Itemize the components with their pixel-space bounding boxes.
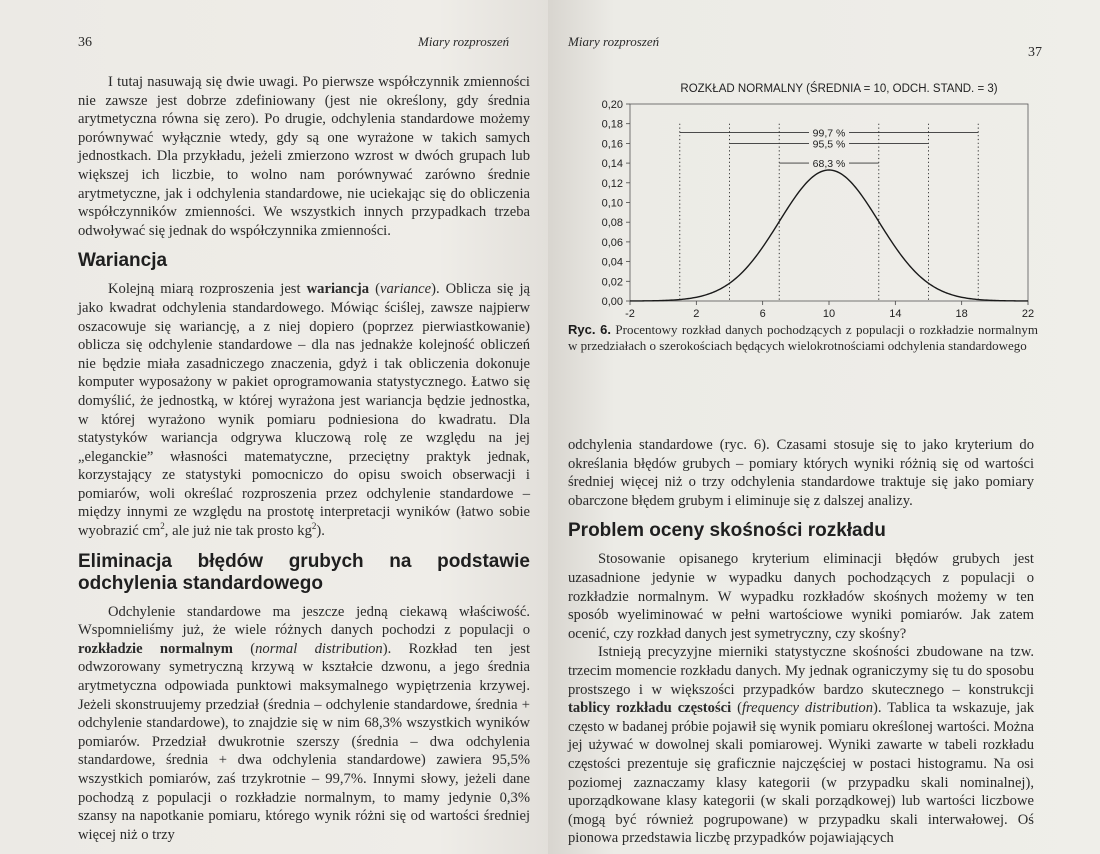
y-tick-label: 0,00 — [601, 296, 623, 308]
heading-wariancja: Wariancja — [78, 250, 168, 272]
y-tick-label: 0,04 — [601, 256, 623, 269]
paragraph-problem-2: Istnieją precyzyjne mierniki statystyczne skośności zbudowane na tzw. trzecim momencie rozkładu danych. My jednak ograniczymy się tu do sposobu prostszego i w większości przypadków bardzo skutecznego – konstrukcji tablicy rozkładu częstości (frequency distribution). Tablica ta wskazuje, jak często w badanej próbie pojawił się wynik pomiaru określonej wartości. Można jej używać w dowolnej skali pomiarowej. Wyniki zawarte w tabeli rozkładu częstości prezentuje się graficznie najczęściej w postaci histogramu. Na osi poziomej zaznaczamy klasy kategorii (w przypadku skali nominalnej), uporządkowane klasy kategorii (w skali porządkowej) lub wartości liczbowe (mogą być również pogrupowane) w przypadku skali interwałowej. Oś pionowa przedstawia liczbę przypadków pojawiających — [568, 644, 1035, 847]
y-tick-label: 0,20 — [601, 99, 623, 111]
heading-eliminacja: Eliminacja błędów grubych na podstawie odchylenia standardowego — [78, 550, 530, 594]
y-tick-label: 0,08 — [601, 217, 623, 230]
heading-problem: Problem oceny skośności rozkładu — [568, 520, 886, 542]
x-tick-label: 22 — [1021, 308, 1035, 320]
paragraph-intro: I tutaj nasuwają się dwie uwagi. Po pierwsze współczynnik zmienności nie zawsze jest dobrze zdefiniowany (jest nie określony, gdy średnia arytmetyczna równa się zero). Po drugie, odchylenia standardowe możemy porównywać wyłącznie wtedy, gdy są one wyrażone w takich samych jednostkach. Dla przykładu, jeżeli zmierzono wzrost w dwóch grupach lub większej ich liczbie, to wolno nam porównywać zarówno średnie arytmetyczne, jak i odchylenia standardowe, nie uciekając się do obliczenia współczynników zmienności. We wszystkich innych przypadkach trzeba odwoływać się jednak do współczynnika zmienności. — [78, 74, 530, 239]
x-tick-label: 2 — [693, 308, 700, 320]
x-tick-label: 18 — [955, 308, 968, 320]
x-tick-label: 14 — [889, 308, 902, 320]
paragraph-continuation: odchylenia standardowe (ryc. 6). Czasami stosuje się to jako kryterium do określania błędów grubych – pomiary których wyniki różnią się od wartości średniej więcej niż o trzy odchylenia standardowe traktuje się jako pomiary obarczone błędem grubym i eliminuje się z dalszej analizy. — [568, 437, 1034, 509]
running-head-right: Miary rozproszeń — [568, 34, 660, 49]
page-number-right: 37 — [1028, 45, 1042, 60]
y-tick-label: 0,02 — [601, 276, 623, 289]
interval-label: 99,7 % — [812, 127, 846, 140]
right-text-column — [568, 436, 1034, 848]
left-text-column — [78, 73, 530, 844]
paragraph-wariancja: Kolejną miarą rozproszenia jest wariancja (variance). Oblicza się ją jako kwadrat odchylenia standardowego. Mówiąc ściślej, zawsze najpierw oszacowuje się wariancję, a z niej dopiero (poprzez pierwiastkowanie) oblicza się odchylenie standardowe – dla nas jednakże kolejność obliczeń nie będzie miała zasadniczego znaczenia, gdyż i tak obliczenia dokonuje komputer wyposażony w pakiet oprogramowania statystycznego. Łatwo się domyślić, że jednostką, w której wyrażona jest wariancja będzie jednostka, w której wyrażono wynik pomiaru podniesiona do kwadratu. Dla statystyków wariancja odgrywa kluczową rolę ze względu na jej „eleganckie” własności matematyczne, przeciętny praktyk jednak, korzystający ze statystyki pomocniczo do opisu swoich obserwacji i pomiarów, woli określać rozproszenia przez odchylenie standardowe – między innymi ze względu na prostotę interpretacji wyników (łatwo sobie wyobrazić $cm^2$, ale już nie tak prosto $kg^2$). — [78, 281, 531, 540]
page-number-left: 36 — [78, 35, 92, 50]
paragraph-eliminacja: Odchylenie standardowe ma jeszcze jedną ciekawą właściwość. Wspomnieliśmy już, że wiele różnych danych pochodzi z populacji o rozkładzie normalnym (normal distribution). Rozkład ten jest odwzorowany symetryczną krzywą w kształcie dzwonu, a jego średnia arytmetyczna odpowiada punktowi maksymalnego wypiętrzenia krzywej. Jeżeli skonstruujemy przedział (średnia – odchylenie standardowe, średnia + odchylenie standardowe), to znajdzie się w nim 68,3% wszystkich wyników pomiarów. Przedział dwukrotnie szerszy (średnia – dwa odchylenia standardowe, średnia + dwa odchylenia standardowe) zawiera 95,5% wszystkich pomiarów, zaś trzykrotnie – 99,7%. Innymi słowy, jeżeli dane pochodzą z populacji o rozkładzie normalnym, to mamy jedynie 0,3% szansy na napotkanie pomiaru, którego wynik różni się od wartości średniej więcej niż o trzy — [78, 603, 530, 843]
normal-distribution-chart — [570, 78, 1040, 328]
x-tick-label: 10 — [822, 308, 836, 320]
y-tick-label: 0,16 — [601, 138, 623, 151]
running-head-left: Miary rozproszeń — [418, 34, 510, 49]
y-tick-label: 0,12 — [601, 177, 623, 190]
x-tick-label: 6 — [759, 308, 766, 320]
left-page — [0, 0, 548, 854]
y-tick-label: 0,14 — [601, 158, 623, 171]
chart-title: ROZKŁAD NORMALNY (ŚREDNIA = 10, ODCH. STAND. = 3) — [680, 83, 998, 95]
x-tick-label: -2 — [625, 308, 635, 320]
paragraph-problem-1: Stosowanie opisanego kryterium eliminacji błędów grubych jest uzasadnione jedynie w wypadku danych pochodzących z populacji o rozkładzie normalnym. W wypadku rozkładów skośnych możemy w ten sposób wyeliminować w pełni wartościowe wyniki pomiarów. Jak zatem ocenić, czy rozkład danych jest symetryczny, czy skośny? — [568, 551, 1034, 642]
interval-label: 95,5 % — [812, 138, 846, 151]
y-tick-label: 0,06 — [601, 236, 623, 249]
figure-caption: Ryc. 6. Procentowy rozkład danych pochodzących z populacji o rozkładzie normalnym w przedziałach o szerokościach będących wielokrotnościami odchylenia standardowego — [568, 322, 1038, 353]
y-tick-label: 0,10 — [601, 197, 623, 210]
y-tick-label: 0,18 — [601, 118, 623, 131]
normal-curve — [630, 170, 1028, 301]
right-page — [548, 0, 1100, 854]
interval-label: 68,3 % — [812, 158, 846, 171]
